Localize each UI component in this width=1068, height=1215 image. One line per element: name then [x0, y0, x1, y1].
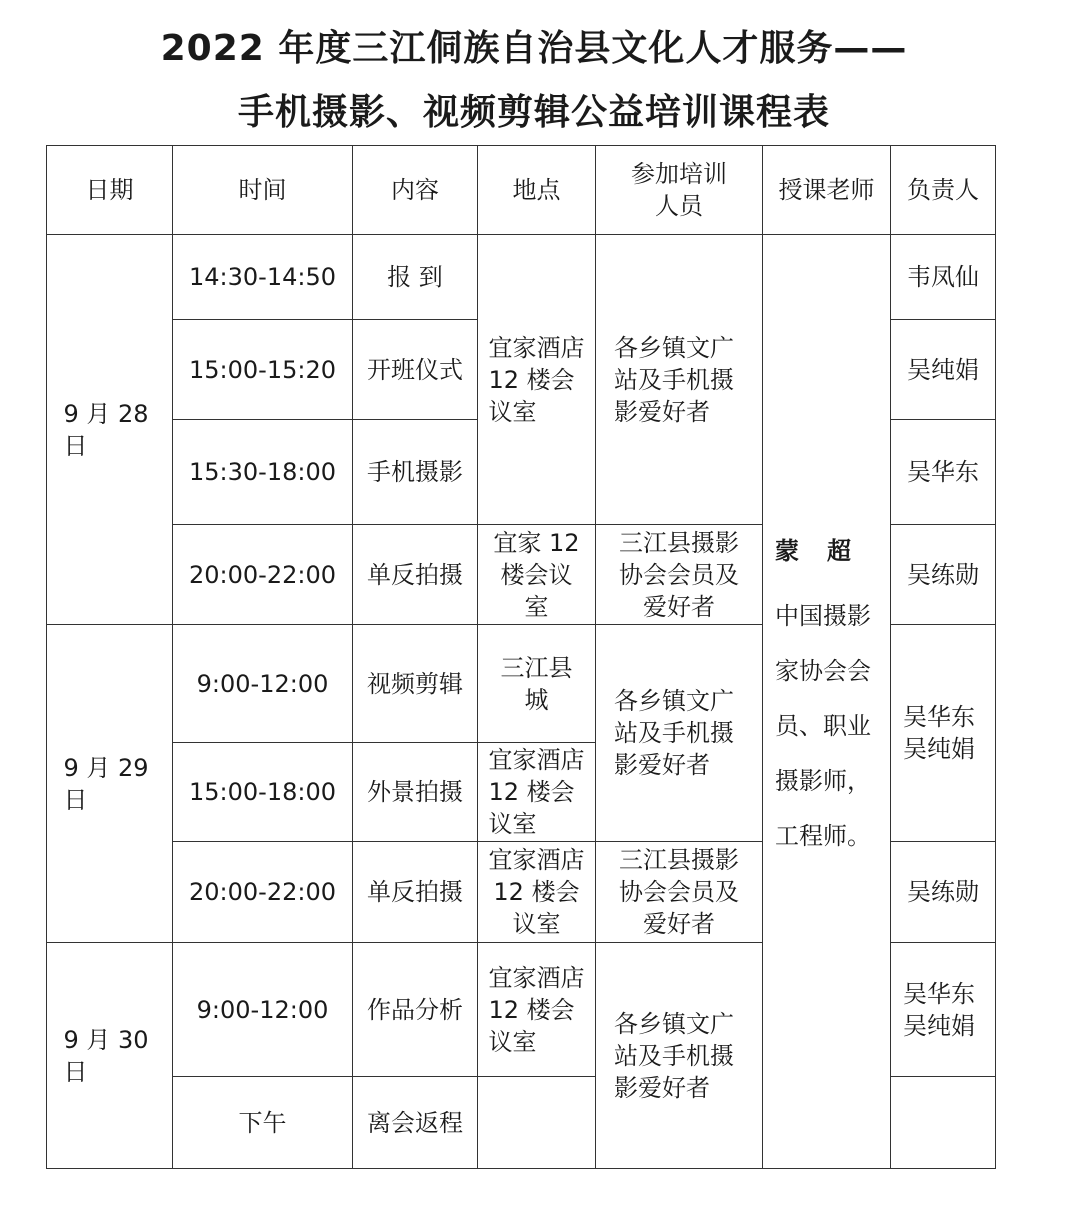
header-participants: [596, 146, 763, 235]
participants-text: 三江县摄影协会会员及爱好者: [619, 528, 739, 621]
content-cell: 作品分析: [353, 943, 478, 1077]
location-cell: [478, 943, 596, 1077]
participants-text: 各乡镇文广站及手机摄影爱好者: [614, 1009, 734, 1102]
header-location: 地点: [478, 146, 596, 235]
time-cell: 下午: [173, 1077, 353, 1169]
date-cell: [47, 235, 173, 625]
header-content: 内容: [353, 146, 478, 235]
header-responsible: 负责人: [891, 146, 996, 235]
content-cell: 报 到: [353, 235, 478, 320]
participants-cell: [596, 625, 763, 842]
participants-cell: [596, 842, 763, 943]
responsible-text: 吴华东 吴纯娟: [903, 703, 975, 763]
time-cell: 15:00-18:00: [173, 743, 353, 842]
location-text: 宜家 12 楼会议室: [493, 528, 580, 621]
participants-text: 三江县摄影协会会员及爱好者: [619, 846, 739, 938]
responsible-cell: 吴华东: [891, 420, 996, 525]
content-cell: 开班仪式: [353, 320, 478, 420]
header-row: [47, 146, 996, 235]
location-cell: [478, 1077, 596, 1169]
participants-cell: [596, 235, 763, 525]
responsible-cell: 吴练勋: [891, 842, 996, 943]
date-cell: [47, 943, 173, 1169]
teacher-desc: 中国摄影家协会会员、职业摄影师，工程师。: [775, 602, 871, 850]
date-text: 9 月 29 日: [63, 753, 149, 814]
content-cell: 视频剪辑: [353, 625, 478, 743]
header-date: 日期: [47, 146, 173, 235]
content-cell: 手机摄影: [353, 420, 478, 525]
time-cell: 15:00-15:20: [173, 320, 353, 420]
content-cell: 单反拍摄: [353, 842, 478, 943]
time-cell: 20:00-22:00: [173, 842, 353, 943]
location-cell: [478, 625, 596, 743]
location-text: 三江县城: [500, 653, 573, 714]
location-text: 宜家酒店 12 楼会议室: [488, 846, 585, 938]
date-cell: [47, 625, 173, 943]
responsible-cell: 吴纯娟: [891, 320, 996, 420]
title-line-1: 2022 年度三江侗族自治县文化人才服务——: [160, 28, 908, 69]
header-time: 时间: [173, 146, 353, 235]
responsible-cell: [891, 943, 996, 1077]
date-text: 9 月 28 日: [63, 399, 149, 460]
content-cell: 离会返程: [353, 1077, 478, 1169]
course-schedule-table: [46, 145, 996, 1169]
location-cell: [478, 235, 596, 525]
table-row: [47, 235, 996, 320]
responsible-cell: [891, 625, 996, 842]
time-cell: 9:00-12:00: [173, 943, 353, 1077]
participants-text: 各乡镇文广站及手机摄影爱好者: [614, 333, 734, 426]
responsible-cell: [891, 1077, 996, 1169]
content-cell: 外景拍摄: [353, 743, 478, 842]
responsible-cell: 吴练勋: [891, 525, 996, 625]
responsible-cell: 韦凤仙: [891, 235, 996, 320]
header-teacher: 授课老师: [763, 146, 891, 235]
location-cell: [478, 743, 596, 842]
location-text: 宜家酒店 12 楼会议室: [488, 963, 585, 1056]
location-text: 宜家酒店 12 楼会议室: [488, 333, 585, 426]
title-line-2: 手机摄影、视频剪辑公益培训课程表: [237, 92, 830, 133]
location-cell: [478, 842, 596, 943]
time-cell: 9:00-12:00: [173, 625, 353, 743]
location-text: 宜家酒店 12 楼会议室: [488, 746, 585, 838]
location-cell: [478, 525, 596, 625]
participants-cell: [596, 943, 763, 1169]
content-cell: 单反拍摄: [353, 525, 478, 625]
header-participants-text: 参加培训人员: [631, 160, 727, 220]
teacher-name: 蒙 超: [775, 537, 853, 565]
participants-cell: [596, 525, 763, 625]
participants-text: 各乡镇文广站及手机摄影爱好者: [614, 687, 734, 779]
time-cell: 14:30-14:50: [173, 235, 353, 320]
responsible-text: 吴华东 吴纯娟: [903, 979, 975, 1040]
time-cell: 20:00-22:00: [173, 525, 353, 625]
teacher-cell: [763, 235, 891, 1169]
date-text: 9 月 30 日: [63, 1025, 149, 1086]
time-cell: 15:30-18:00: [173, 420, 353, 525]
